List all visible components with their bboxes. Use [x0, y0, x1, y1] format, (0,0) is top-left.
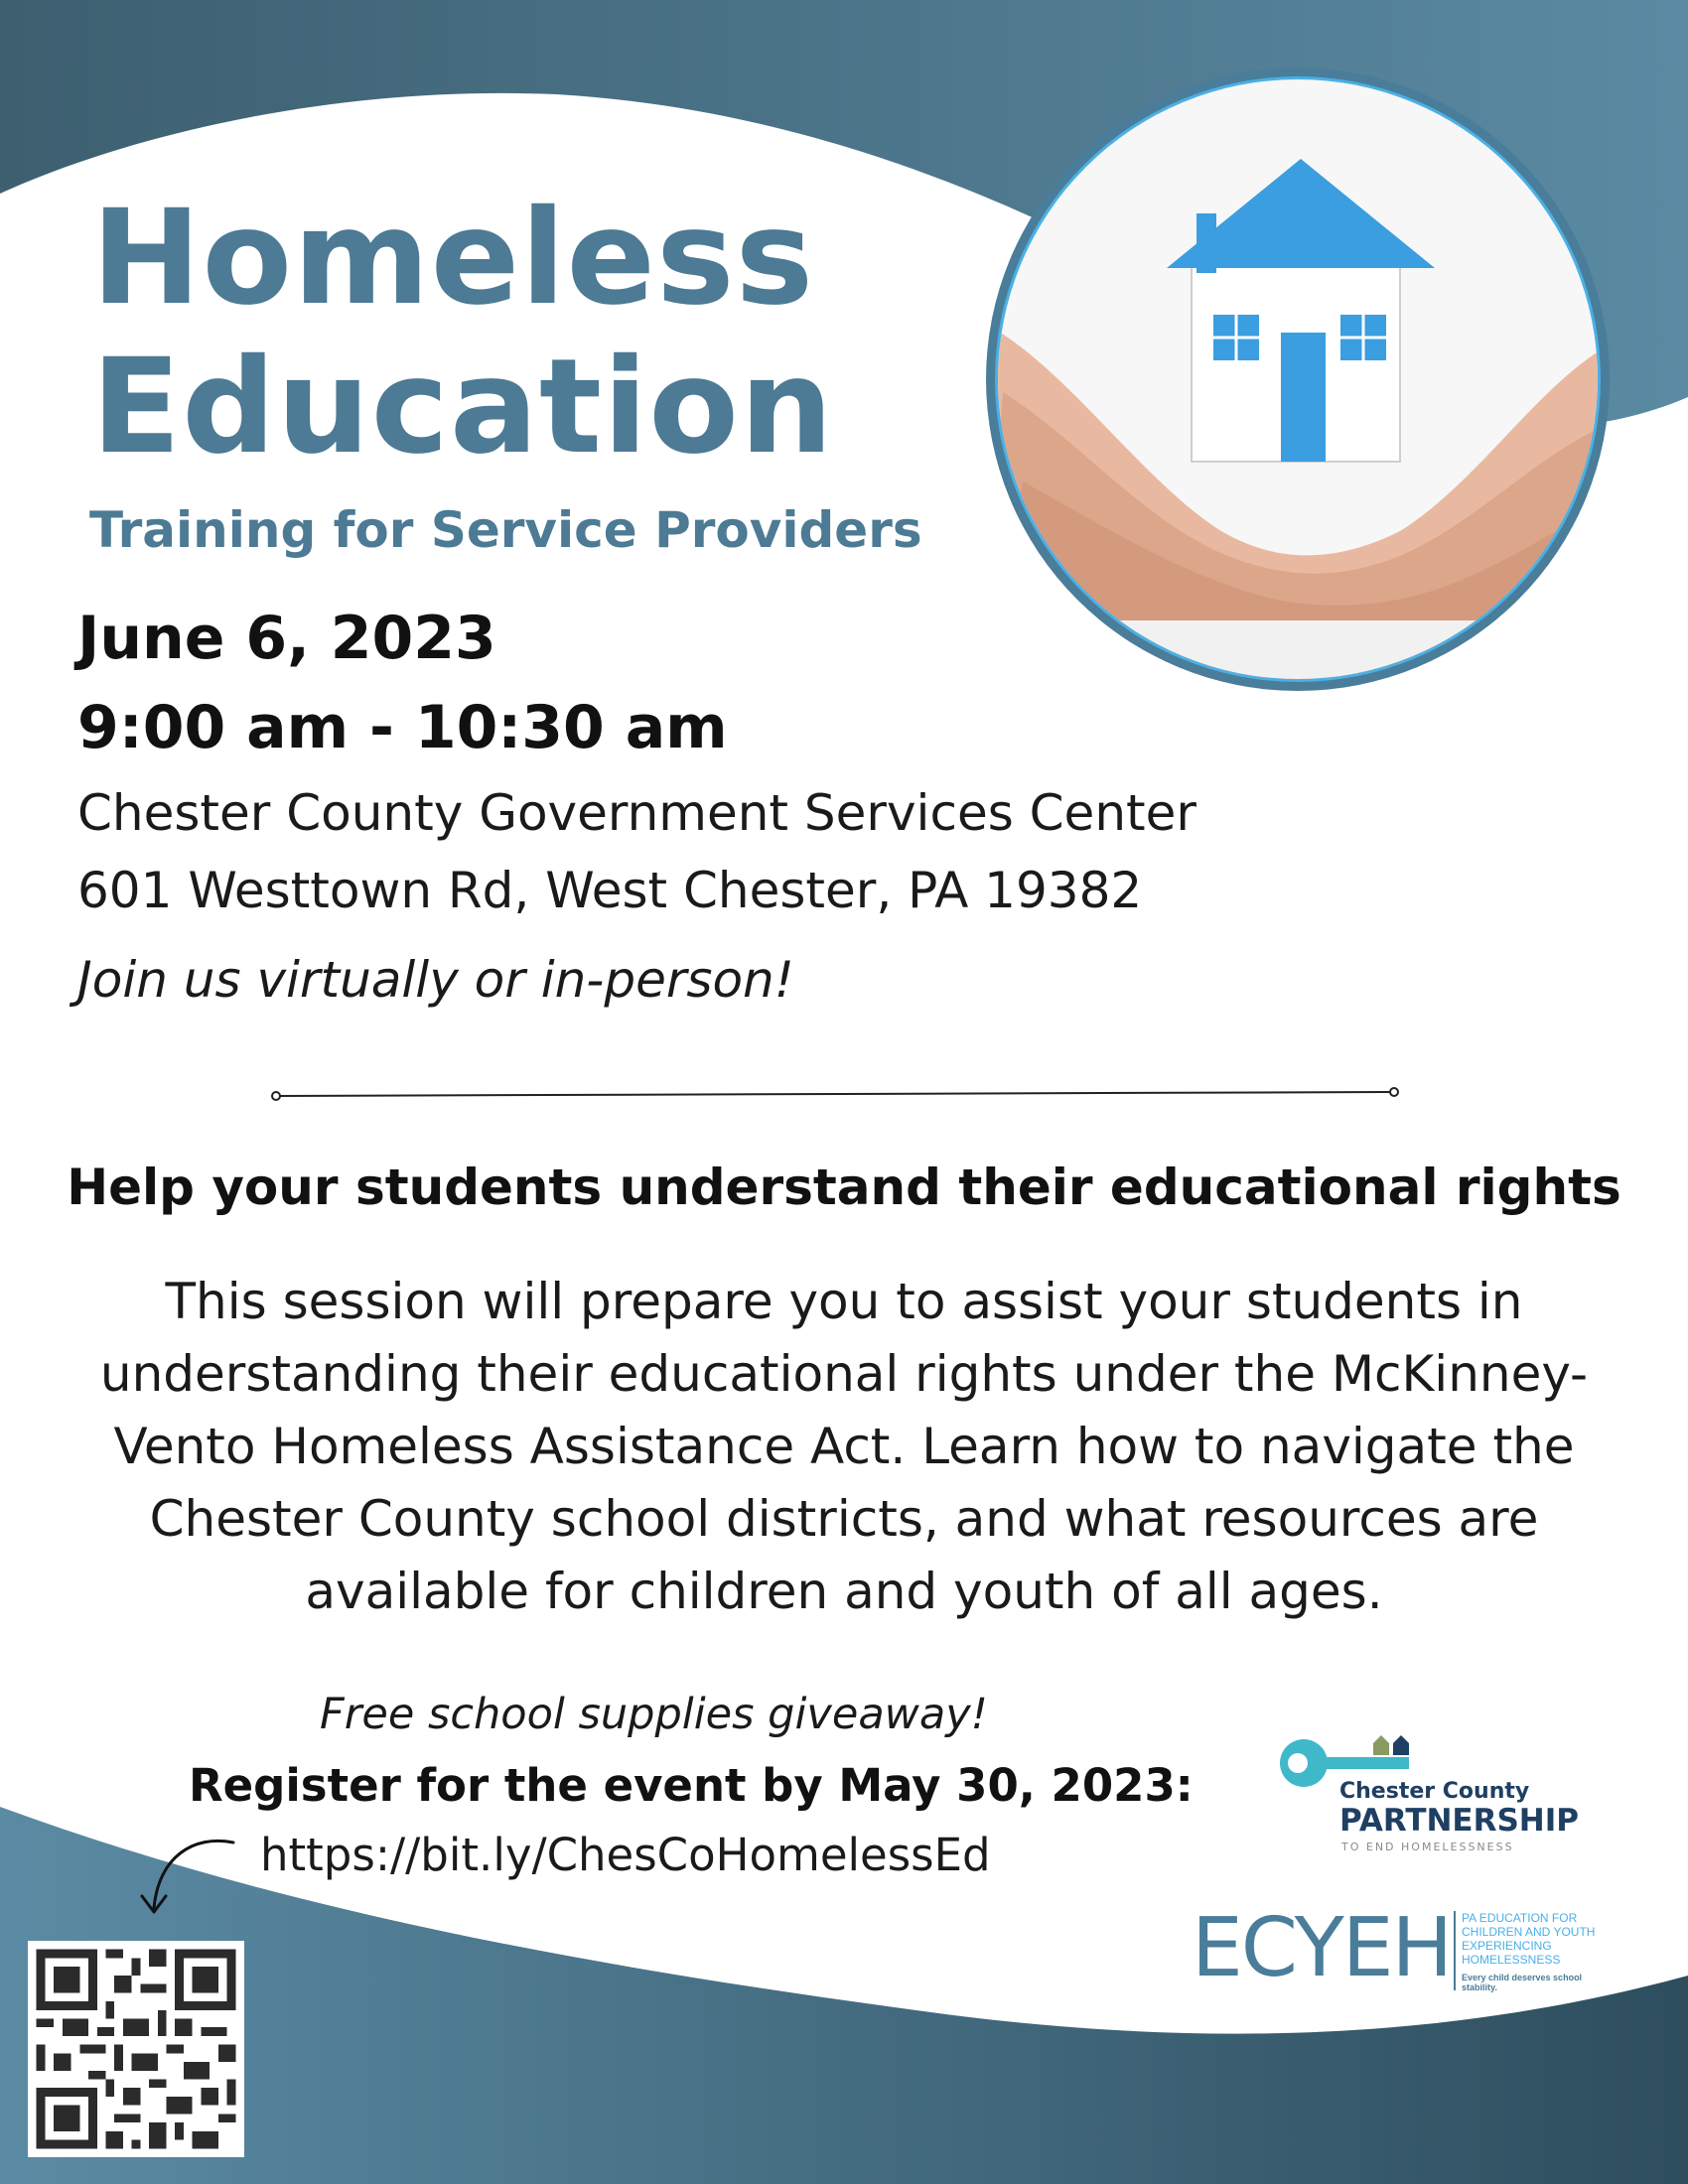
arrow-icon [134, 1827, 243, 1926]
title-line-2: Education [91, 331, 834, 483]
divider [268, 1084, 1402, 1108]
partnership-line-1: Chester County [1339, 1779, 1530, 1804]
event-time: 9:00 am - 10:30 am [77, 693, 728, 762]
giveaway-note: Free school supplies giveaway! [320, 1690, 988, 1739]
ecyeh-sub-2: CHILDREN AND YOUTH [1462, 1925, 1596, 1939]
register-link[interactable]: https://bit.ly/ChesCoHomelessEd [260, 1829, 991, 1881]
ecyeh-sub-4: HOMELESSNESS [1462, 1953, 1561, 1967]
event-date: June 6, 2023 [77, 604, 496, 673]
partnership-line-2: PARTNERSHIP [1339, 1803, 1580, 1839]
page-title [91, 184, 834, 481]
ecyeh-sub-3: EXPERIENCING [1462, 1939, 1552, 1953]
section-heading: Help your students understand their educational rights [67, 1159, 1621, 1216]
title-line-1: Homeless [91, 182, 815, 335]
qr-code[interactable] [28, 1941, 244, 2157]
description: This session will prepare you to assist your students in understanding their educational rights under the McKinney-Vento Homeless Assistance Act. Learn how to navigate the Chester County school districts, and what resources are available for children and youth of all ages. [99, 1273, 1589, 1620]
register-note: Register for the event by May 30, 2023: [189, 1759, 1194, 1812]
ecyeh-sub-1: PA EDUCATION FOR [1462, 1911, 1578, 1925]
partnership-logo [1276, 1725, 1614, 1864]
ecyeh-tagline: Every child deserves school stability. [1462, 1973, 1583, 1992]
subtitle: Training for Service Providers [89, 501, 922, 559]
house-in-hands-photo [983, 65, 1614, 695]
ecyeh-wordmark: ECYEH [1192, 1901, 1452, 1995]
partnership-line-3: TO END HOMELESSNESS [1341, 1841, 1514, 1853]
ecyeh-divider [1454, 1911, 1456, 1990]
join-note: Join us virtually or in-person! [77, 951, 794, 1009]
event-venue: Chester County Government Services Center [77, 784, 1196, 842]
ecyeh-logo [1192, 1901, 1618, 2000]
event-address: 601 Westtown Rd, West Chester, PA 19382 [77, 862, 1143, 919]
